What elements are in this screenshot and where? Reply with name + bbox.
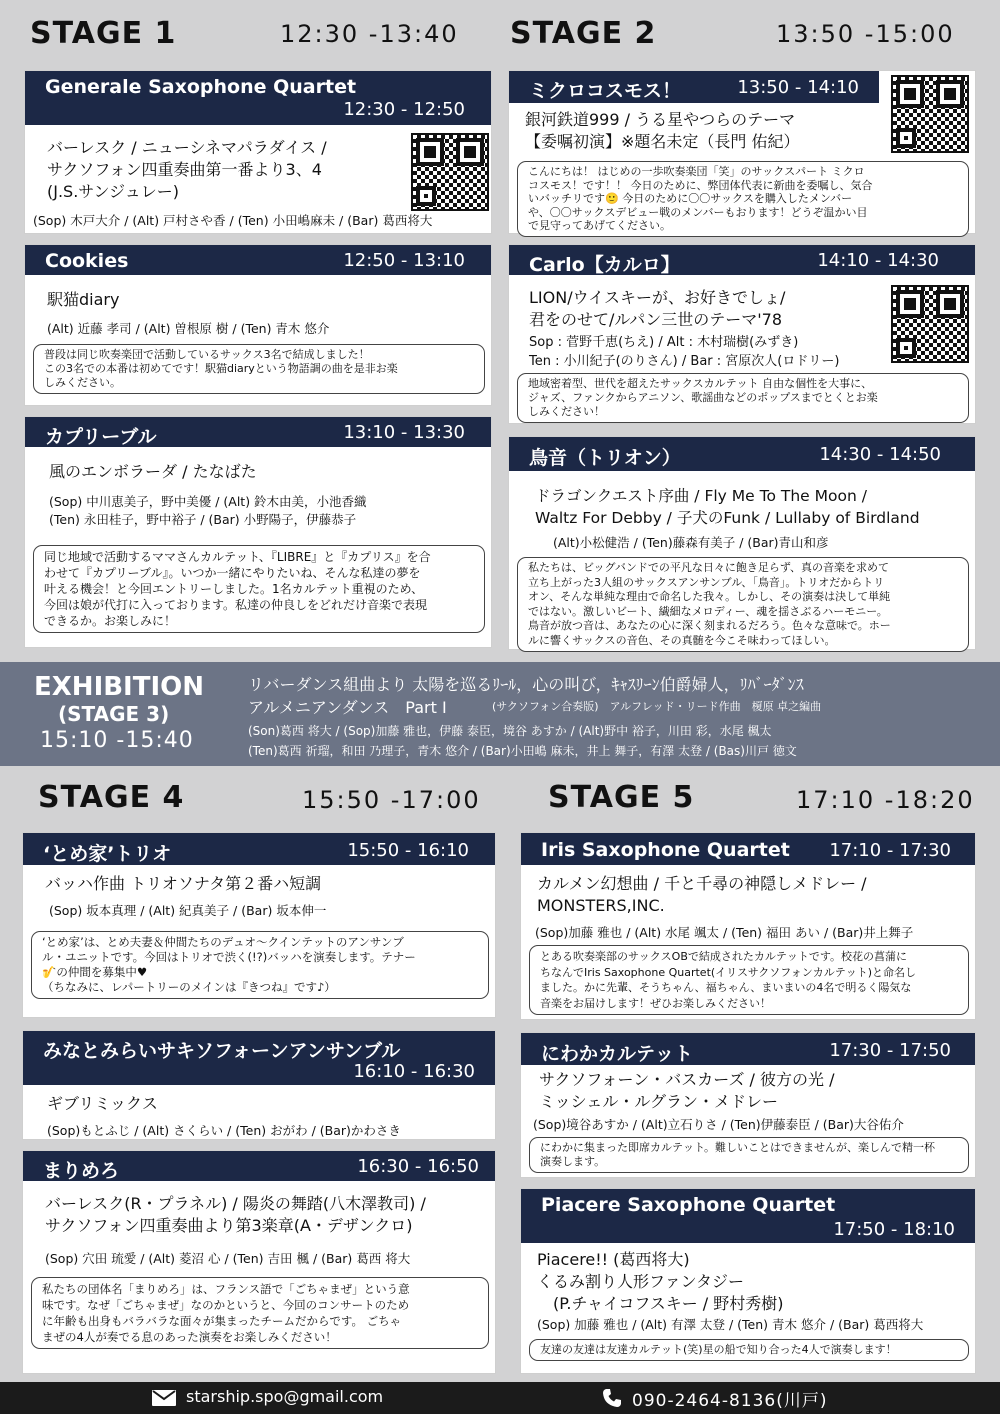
group-time: 12:50 - 13:10 <box>343 250 465 271</box>
description-line: ‘とめ家’は、とめ夫妻＆仲間たちのデュオ〜クインテットのアンサンブ <box>42 935 404 949</box>
description-line: こんにちは！ はじめの一歩吹奏楽団「笑」のサックスパート ミクロ <box>528 165 865 178</box>
group-time: 16:30 - 16:50 <box>357 1156 479 1177</box>
stage2-title: STAGE 2 <box>510 16 657 51</box>
description-line: ました。かに先輩、そうちゃん、福ちゃん、まいまいの4名で明るく陽気な <box>540 981 912 994</box>
description-line: に年齢も出身もバラバラな面々が集まったチームだからです。 ごちゃ <box>42 1314 402 1328</box>
group-time: 16:10 - 16:30 <box>353 1061 475 1082</box>
group-card-tomeya <box>22 832 496 1018</box>
description-line: コスモス！です！！ 今日のために、弊団体代表に新曲を委嘱し、気合 <box>528 178 873 192</box>
group-header <box>509 437 975 471</box>
group-card-marimero <box>22 1150 496 1374</box>
group-name: みなとみらいサキソフォーンアンサンブル <box>43 1040 401 1062</box>
exhibition-song-line: アルメニアンダンス Part Ⅰ <box>248 698 447 717</box>
members: (Alt) 近藤 孝司 / (Alt) 曽根原 樹 / (Ten) 青木 悠介 <box>47 321 330 336</box>
description-line: いバッチリです🙂 今日のために〇〇サックスを購入したメンバー <box>528 192 853 205</box>
group-time: 13:10 - 13:30 <box>343 422 465 443</box>
group-header <box>521 1033 975 1065</box>
song-line: ミッシェル・ルグラン・メドレー <box>539 1092 779 1111</box>
members: (Sop)加藤 雅也 / (Alt) 水尾 颯太 / (Ten) 福田 あい / (Bar)井上舞子 <box>535 925 914 940</box>
group-header <box>25 71 491 125</box>
group-time: 12:30 - 12:50 <box>343 99 465 120</box>
description-line: オン、そんな単純な理由で命名した我々。しかし、その演奏は決して単純 <box>528 590 891 603</box>
exhibition-title: EXHIBITION <box>34 672 205 702</box>
group-card-minatomirai <box>22 1030 496 1140</box>
group-name: 鳥音（トリオン） <box>529 447 681 469</box>
song-line: 駅猫diary <box>47 290 120 309</box>
contact-phone[interactable]: 090-2464-8136(川戸) <box>632 1391 828 1411</box>
group-card-niwaka <box>520 1032 976 1178</box>
group-name: Iris Saxophone Quartet <box>541 839 790 861</box>
description-line: 私たちは、ビッグバンドでの平凡な日々に飽き足らず、真の音楽を求めて <box>528 561 890 574</box>
stage1-title: STAGE 1 <box>30 16 177 51</box>
members: (Sop) 穴田 琉愛 / (Alt) 菱沼 心 / (Ten) 吉田 楓 / (Bar) 葛西 将大 <box>45 1251 411 1266</box>
members: Sop : 菅野千恵(ちえ) / Alt : 木村瑞樹(みずき) <box>529 335 799 350</box>
song-line: サクソフォン四重奏曲より第3楽章(A・デザンクロ) <box>45 1216 413 1235</box>
description-line: できるか。お楽しみに！ <box>44 614 177 628</box>
stage1-time: 12:30 -13:40 <box>280 20 459 48</box>
stage4-title: STAGE 4 <box>38 780 185 815</box>
stage4-time: 15:50 -17:00 <box>302 786 481 814</box>
song-line: サクソフォン四重奏曲第一番より3、4 <box>47 160 322 179</box>
group-header <box>509 71 879 103</box>
description-line: この3名での本番は初めてです！駅猫diaryという物語調の曲を是非お楽 <box>44 362 398 375</box>
group-name: Generale Saxophone Quartet <box>45 76 357 98</box>
description-line: 音楽をお届けします！ぜひお楽しみください！ <box>540 996 771 1010</box>
song-line: 風のエンボラーダ / たなばた <box>49 462 257 481</box>
description-line: とある吹奏楽部のサックスOBで結成されたカルテットです。校花の菖蒲に <box>540 950 907 963</box>
description-line: 叶える機会！と今回エントリーしました。1名カルテット重視のため、 <box>44 582 424 596</box>
song-line: ドラゴンクエスト序曲 / Fly Me To The Moon / <box>535 487 867 505</box>
group-header <box>23 833 495 865</box>
exhibition-time: 15:10 -15:40 <box>40 728 194 753</box>
members: (Sop) 坂本真理 / (Alt) 紀真美子 / (Bar) 坂本伸一 <box>49 903 327 918</box>
group-header <box>25 417 491 447</box>
group-name: ‘とめ家’トリオ <box>43 843 172 865</box>
description-line: 地域密着型、世代を超えたサックスカルテット 自由な個性を大事に、 <box>528 377 873 390</box>
song-line: ギブリミックス <box>47 1094 158 1113</box>
group-time: 14:30 - 14:50 <box>819 444 941 465</box>
description-line: 同じ地域で活動するママさんカルテット、『LIBRE』と『カプリス』を合 <box>44 550 431 564</box>
group-name: Cookies <box>45 250 129 272</box>
description-line: 味です。なぜ「ごちゃまぜ」なのかというと、今回のコンサートのため <box>42 1298 410 1312</box>
group-card-carlo <box>508 244 976 424</box>
group-header <box>509 245 975 275</box>
song-line: サクソフォーン・バスカーズ / 彼方の光 / <box>539 1070 835 1089</box>
group-card-iris <box>520 832 976 1020</box>
description-line: まぜの4人が奏でる息のあった演奏をお楽しみください！ <box>42 1330 337 1344</box>
description-line: ルに響くサックスの音色、その真髄を今こそ味わってほしい。 <box>528 633 836 647</box>
song-line: 銀河鉄道999 / うる星やつらのテーマ <box>525 110 796 129</box>
description-line: にわかに集まった即席カルテット。難しいことはできませんが、楽しんで精一杯 <box>540 1141 936 1154</box>
song-line: (P.チャイコフスキー / 野村秀樹) <box>537 1294 784 1313</box>
description-line: わせて『カプリーブル』。いつか一緒にやりたいね、そんな私達の夢を <box>44 566 421 580</box>
group-time: 13:50 - 14:10 <box>737 77 859 98</box>
group-time: 15:50 - 16:10 <box>347 840 469 861</box>
group-card-microcosmos <box>508 70 976 234</box>
members: (Alt)小松健浩 / (Ten)藤森有美子 / (Bar)青山和彦 <box>553 535 829 550</box>
group-card-generale <box>24 70 492 234</box>
qr-code-icon[interactable] <box>891 285 969 363</box>
exhibition-arranger: (サクソフォン合奏版) アルフレッド・リード作曲 榎原 卓之編曲 <box>492 700 822 713</box>
exhibition-members: (Ten)葛西 祈瑠，和田 乃理子，青木 悠介 / (Bar)小田嶋 麻未，井上 舞子，有澤 太登 / (Bas)川戸 徳文 <box>248 744 797 758</box>
group-time: 17:10 - 17:30 <box>829 840 951 861</box>
exhibition-subtitle: (STAGE 3) <box>58 702 170 726</box>
stage5-title: STAGE 5 <box>548 780 695 815</box>
group-header <box>521 1189 975 1243</box>
description-line: ジャズ、ファンクからアニソン、歌謡曲などのポップスまでとくとお楽 <box>528 391 878 404</box>
group-time: 14:10 - 14:30 <box>817 250 939 271</box>
members: (Ten) 永田桂子，野中裕子 / (Bar) 小野陽子，伊藤恭子 <box>49 512 357 527</box>
stage5-time: 17:10 -18:20 <box>796 786 975 814</box>
email-icon <box>152 1390 176 1406</box>
description-line: ちなんでIris Saxophone Quartet(イリスサクソフォンカルテット)と命名し <box>540 965 917 979</box>
qr-code-icon[interactable] <box>411 133 489 211</box>
members: (Sop)境谷あすか / (Alt)立石りさ / (Ten)伊藤泰臣 / (Bar)大谷佑介 <box>533 1117 904 1132</box>
song-line: カルメン幻想曲 / 千と千尋の神隠しメドレー / <box>537 874 867 893</box>
group-header <box>23 1151 495 1181</box>
group-name: Carlo【カルロ】 <box>529 254 680 276</box>
song-line: くるみ割り人形ファンタジー <box>537 1272 745 1291</box>
description-line: 今回は娘が代打に入っております。私達の仲良しをどれだけ音楽で表現 <box>44 598 428 612</box>
description-line: や、〇〇サックスデビュー戦のメンバーもおります！どうぞ温かい目 <box>528 205 868 219</box>
song-line: 君をのせて/ルパン三世のテーマ'78 <box>529 310 783 329</box>
song-line: バーレスク(R・プラネル) / 陽炎の舞踏(八木澤教司) / <box>45 1194 426 1213</box>
footer-bar <box>0 1382 1000 1414</box>
group-card-capriible <box>24 416 492 648</box>
qr-code-icon[interactable] <box>891 75 969 153</box>
phone-icon <box>602 1388 622 1408</box>
members: (Sop) 中川恵美子，野中美優 / (Alt) 鈴木由美，小池香織 <box>49 494 367 509</box>
group-card-piacere <box>520 1188 976 1374</box>
group-card-cookies <box>24 244 492 406</box>
group-name: Piacere Saxophone Quartet <box>541 1194 836 1216</box>
members: Ten : 小川紀子(のりさん) / Bar : 宮原次人(ロドリー) <box>529 354 840 369</box>
song-line: MONSTERS,INC. <box>537 896 665 915</box>
group-time: 17:50 - 18:10 <box>833 1219 955 1240</box>
description-line: 普段は同じ吹奏楽団で活動しているサックス3名で結成しました！ <box>44 348 370 361</box>
description-line: しみください。 <box>44 376 121 389</box>
description-line: ル・ユニットです。今回はトリオで渋く(!?)バッハを演奏します。テナー <box>42 950 416 964</box>
group-name: にわかカルテット <box>541 1043 694 1065</box>
description-line: 鳥音が放つ音は、あなたの心に深く刻まれるだろう。色々な意味で。ホー <box>528 619 891 632</box>
song-line: LION/ウイスキーが、お好きでしょ/ <box>529 288 786 307</box>
stage2-time: 13:50 -15:00 <box>776 20 955 48</box>
description-line: 私たちの団体名「まりめろ」は、フランス語で「ごちゃまぜ」という意 <box>42 1282 410 1296</box>
exhibition-band <box>0 662 1000 766</box>
group-header <box>25 245 491 275</box>
members: (Sop) 加藤 雅也 / (Alt) 有澤 太登 / (Ten) 青木 悠介 / (Bar) 葛西将大 <box>537 1317 924 1332</box>
description-line: （ちなみに、レパートリーのメインは『きつね』です♪） <box>42 980 336 994</box>
group-name: カプリーブル <box>45 426 157 448</box>
members: (Sop) 木戸大介 / (Alt) 戸村さや香 / (Ten) 小田嶋麻未 / (Bar) 葛西将大 <box>33 213 433 228</box>
song-line: Waltz For Debby / 子犬のFunk / Lullaby of Birdland <box>535 509 920 527</box>
description-line: 立ち上がった3人組のサックスアンサンブル、「鳥音」。トリオだからトリ <box>528 575 885 589</box>
song-line: バッハ作曲 トリオソナタ第２番ハ短調 <box>45 874 322 893</box>
song-line: 【委嘱初演】※題名未定（長門 佑紀） <box>525 132 800 151</box>
description-line: 🎷の仲間を募集中♥ <box>42 965 148 979</box>
contact-email[interactable]: starship.spo@gmail.com <box>186 1387 384 1406</box>
description-line: しみください！ <box>528 405 605 418</box>
group-card-trion <box>508 436 976 650</box>
exhibition-song-line: リバーダンス組曲より 太陽を巡るﾘｰﾙ，心の叫び，ｷｬｽﾘｰﾝ伯爵婦人，ﾘﾊﾞｰﾀﾞﾝｽ <box>248 675 804 694</box>
description-line: ではない。激しいビート、繊細なメロディー、魂を揺さぶるハーモニー。 <box>528 604 888 618</box>
exhibition-members: (Son)葛西 将大 / (Sop)加藤 雅也，伊藤 泰臣，境谷 あすか / (Alt)野中 裕子，川田 彩，水尾 楓太 <box>248 724 772 738</box>
group-name: まりめろ <box>43 1160 120 1182</box>
song-line: Piacere!! (葛西将大) <box>537 1250 690 1269</box>
group-time: 17:30 - 17:50 <box>829 1040 951 1061</box>
description-line: 演奏します。 <box>540 1155 606 1168</box>
description-line: 友達の友達は友達カルテット(笑)星の船で知り合った4人で演奏します！ <box>540 1343 897 1356</box>
group-header <box>23 1031 495 1085</box>
song-line: バーレスク / ニューシネマパラダイス / <box>47 138 327 157</box>
description-line: で見守ってあげてください。 <box>528 219 671 232</box>
song-line: (J.S.サンジュレー) <box>47 182 180 201</box>
group-name: ミクロコスモス！ <box>529 80 682 102</box>
group-header <box>521 833 975 865</box>
members: (Sop)もとふじ / (Alt) さくらい / (Ten) おがわ / (Bar)かわさき <box>47 1123 401 1138</box>
